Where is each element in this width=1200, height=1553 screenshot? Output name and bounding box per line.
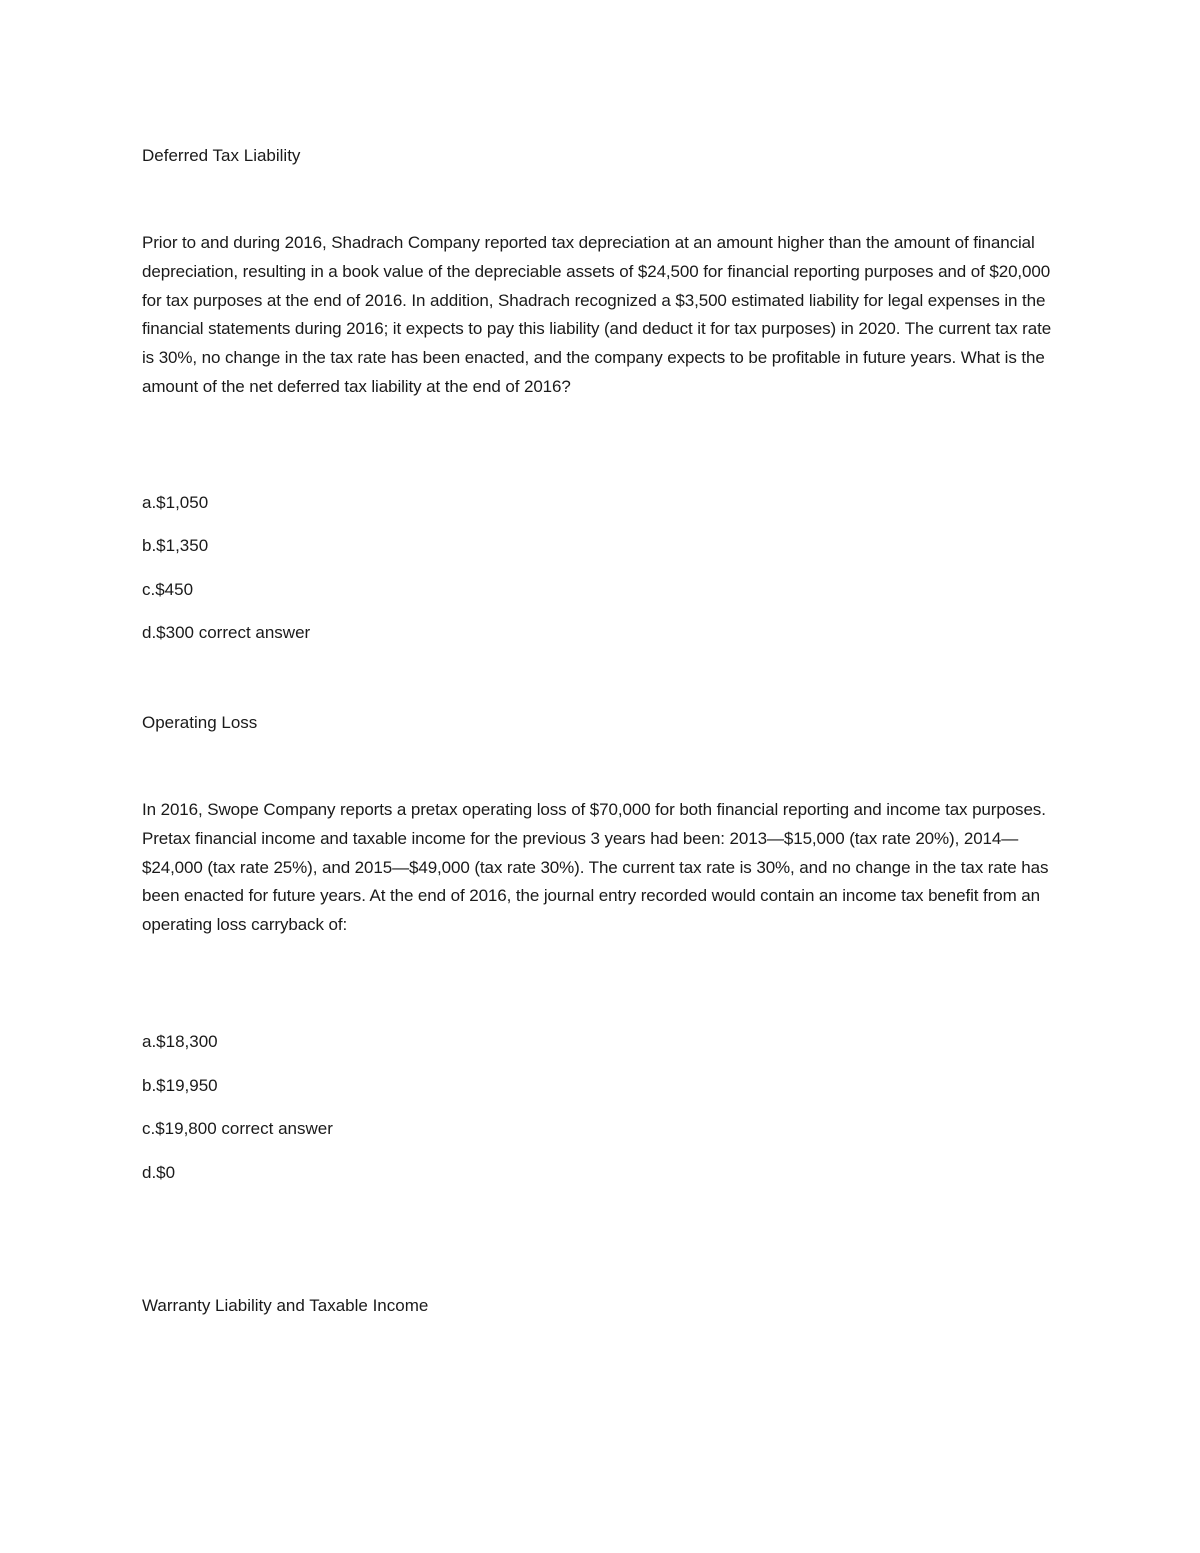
- answer-option-c: c.$450: [142, 580, 194, 599]
- section-heading-warranty-liability: Warranty Liability and Taxable Income: [142, 1296, 429, 1315]
- answer-option-b: b.$1,350: [142, 536, 209, 555]
- answer-option-d: d.$300 correct answer: [142, 623, 311, 642]
- answer-option-d: d.$0: [142, 1163, 176, 1182]
- section-heading-operating-loss: Operating Loss: [142, 713, 258, 732]
- answer-option-c: c.$19,800 correct answer: [142, 1119, 333, 1138]
- question-paragraph-operating-loss: In 2016, Swope Company reports a pretax operating loss of $70,000 for both financial reporting and income tax purposes. Pretax financial income and taxable income for the previous 3 years had been: 2013—$15,000 (tax rate 20%), 2014— $24,000 (tax rate 25%), and 2015—$49,000 (tax rate 30%). The current tax rate is 30%, and no change in the tax rate has been enacted for future years. At the end of 2016, the journal entry recorded would contain an income tax benefit from an operating loss carryback of:: [142, 800, 1049, 935]
- question-paragraph-deferred-tax: Prior to and during 2016, Shadrach Company reported tax depreciation at an amount higher than the amount of financial depreciation, resulting in a book value of the depreciable assets of $24,500 for financial reporting purposes and of $20,000 for tax purposes at the end of 2016. In addition, Shadrach recognized a $3,500 estimated liability for legal expenses in the financial statements during 2016; it expects to pay this liability (and deduct it for tax purposes) in 2020. The current tax rate is 30%, no change in the tax rate has been enacted, and the company expects to be profitable in future years. What is the amount of the net deferred tax liability at the end of 2016?: [142, 233, 1052, 396]
- answer-option-a: a.$18,300: [142, 1032, 218, 1051]
- answer-option-a: a.$1,050: [142, 493, 209, 512]
- answer-option-b: b.$19,950: [142, 1076, 218, 1095]
- section-heading-deferred-tax-liability: Deferred Tax Liability: [142, 146, 301, 165]
